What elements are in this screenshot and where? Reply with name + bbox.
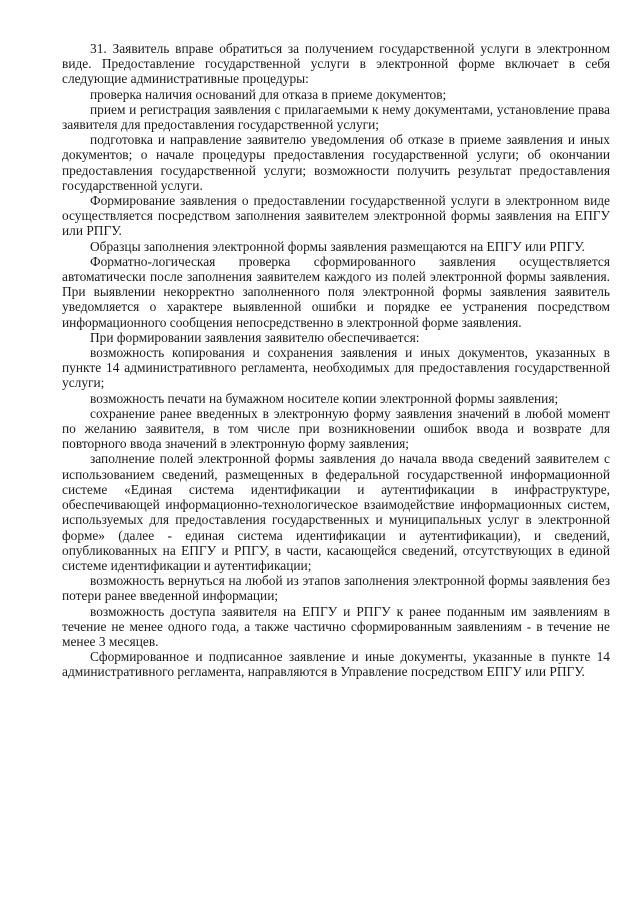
paragraph-notification: подготовка и направление заявителю уведомления об отказе в приеме заявления и иных документов; о начале процедуры предоставления государственной услуги; об окончании предоставления государственной услуги; возможности получить результат предоставления государственной услуги. <box>62 132 610 193</box>
paragraph-check-grounds: проверка наличия оснований для отказа в приеме документов; <box>90 86 447 102</box>
paragraph-copy-save: возможность копирования и сохранения заявления и иных документов, указанных в пункте 14 административного регламента, необходимых для предоставления государственной услуги; <box>62 345 610 391</box>
paragraph-registration: прием и регистрация заявления с прилагаемыми к нему документами, установление права заявителя для предоставления государственной услуги; <box>62 101 610 133</box>
document-page <box>62 41 610 680</box>
paragraph-format-check: Форматно-логическая проверка сформированного заявления осуществляется автоматически после заполнения заявителем каждого из полей электронной формы заявления. При выявлении некорректно заполненного поля электронной формы заявления заявитель уведомляется о характере выявленной ошибки и порядке ее устранения посредством информационного сообщения непосредственно в электронной форме заявления. <box>62 253 610 330</box>
paragraph-form-filling: Формирование заявления о предоставлении государственной услуги в электронном виде осуществляется посредством заполнения заявителем электронной формы заявления на ЕПГУ или РПГУ. <box>62 193 610 239</box>
paragraph-save-values: сохранение ранее введенных в электронную форму заявления значений в любой момент по желанию заявителя, в том числе при возникновении ошибок ввода и возврате для повторного ввода значений в электронную форму заявления; <box>62 405 610 452</box>
paragraph-submission: Сформированное и подписанное заявление и иные документы, указанные в пункте 14 административного регламента, направляются в Управление посредством ЕПГУ или РПГУ. <box>62 649 610 680</box>
paragraph-provisions-intro: При формировании заявления заявителю обеспечивается: <box>90 329 420 345</box>
paragraph-access-history: возможность доступа заявителя на ЕПГУ и РПГУ к ранее поданным им заявлениям в течение не менее одного года, а также частично сформированным заявлениям - в течение не менее 3 месяцев. <box>62 603 610 649</box>
paragraph-electronic-service: 31. Заявитель вправе обратиться за получением государственной услуги в электронном виде. Предоставление государственной услуги в электронной форме включает в себя следующие административные процедуры: <box>62 41 610 87</box>
paragraph-return-step: возможность вернуться на любой из этапов заполнения электронной формы заявления без потери ранее введенной информации; <box>62 573 610 604</box>
paragraph-samples: Образцы заполнения электронной формы заявления размещаются на ЕПГУ или РПГУ. <box>90 238 585 254</box>
paragraph-autofill: заполнение полей электронной формы заявления до начала ввода сведений заявителем с использованием сведений, размещенных в федеральной государственной информационной системе «Единая система идентификации и аутентификации в инфраструктуре, обеспечивающей информационно-технологическое взаимодействие информационных систем, используемых для предоставления государственных и муниципальных услуг в электронной форме» (далее - единая система идентификации и аутентификации), и сведений, опубликованных на ЕПГУ и РПГУ, в части, касающейся сведений, отсутствующих в единой системе идентификации и аутентификации; <box>62 451 610 573</box>
paragraph-print: возможность печати на бумажном носителе копии электронной формы заявления; <box>90 390 559 406</box>
